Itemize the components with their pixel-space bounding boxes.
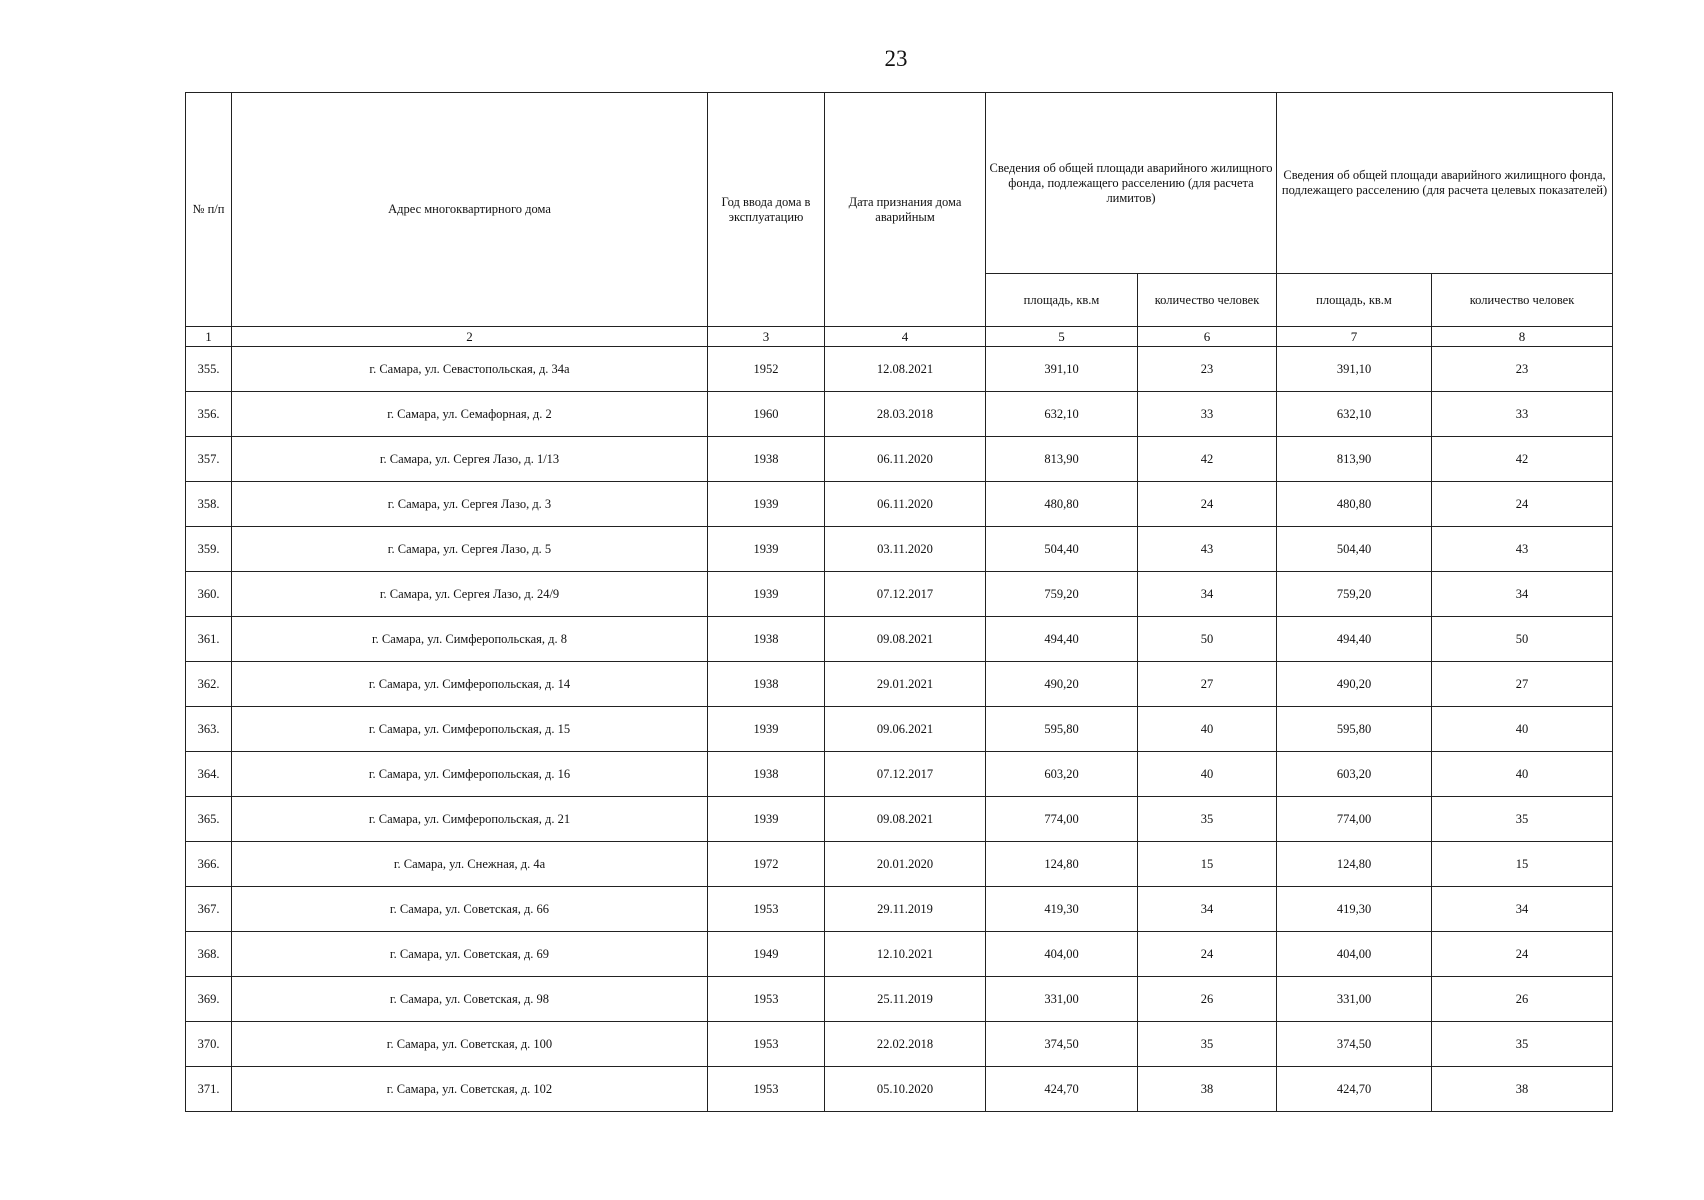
row-area-limits: 774,00 xyxy=(986,797,1138,842)
header-row xyxy=(186,93,1613,274)
row-people-limits: 15 xyxy=(1138,842,1277,887)
row-people-targets: 24 xyxy=(1432,482,1613,527)
row-year: 1953 xyxy=(708,887,825,932)
row-people-limits: 40 xyxy=(1138,752,1277,797)
row-number: 368. xyxy=(186,932,232,977)
row-date: 09.08.2021 xyxy=(825,617,986,662)
row-date: 25.11.2019 xyxy=(825,977,986,1022)
column-number: 8 xyxy=(1432,327,1613,347)
row-year: 1953 xyxy=(708,1022,825,1067)
row-area-limits: 480,80 xyxy=(986,482,1138,527)
row-year: 1953 xyxy=(708,1067,825,1112)
row-people-limits: 35 xyxy=(1138,797,1277,842)
row-year: 1953 xyxy=(708,977,825,1022)
row-area-limits: 124,80 xyxy=(986,842,1138,887)
subheader-people-targets: количество человек xyxy=(1432,274,1613,327)
row-area-targets: 494,40 xyxy=(1277,617,1432,662)
row-area-targets: 813,90 xyxy=(1277,437,1432,482)
row-number: 362. xyxy=(186,662,232,707)
row-area-targets: 759,20 xyxy=(1277,572,1432,617)
row-address: г. Самара, ул. Советская, д. 102 xyxy=(232,1067,708,1112)
row-area-limits: 813,90 xyxy=(986,437,1138,482)
row-area-targets: 124,80 xyxy=(1277,842,1432,887)
row-people-targets: 34 xyxy=(1432,572,1613,617)
row-area-limits: 424,70 xyxy=(986,1067,1138,1112)
column-number: 3 xyxy=(708,327,825,347)
table-row xyxy=(186,617,1613,662)
table-row xyxy=(186,527,1613,572)
row-number: 355. xyxy=(186,347,232,392)
row-area-limits: 595,80 xyxy=(986,707,1138,752)
row-people-limits: 27 xyxy=(1138,662,1277,707)
row-area-limits: 494,40 xyxy=(986,617,1138,662)
row-address: г. Самара, ул. Сергея Лазо, д. 1/13 xyxy=(232,437,708,482)
row-people-targets: 24 xyxy=(1432,932,1613,977)
row-people-limits: 24 xyxy=(1138,932,1277,977)
subheader-area-targets: площадь, кв.м xyxy=(1277,274,1432,327)
row-people-limits: 34 xyxy=(1138,572,1277,617)
row-date: 20.01.2020 xyxy=(825,842,986,887)
table-row xyxy=(186,752,1613,797)
row-address: г. Самара, ул. Сергея Лазо, д. 24/9 xyxy=(232,572,708,617)
column-number: 7 xyxy=(1277,327,1432,347)
row-people-targets: 42 xyxy=(1432,437,1613,482)
row-date: 06.11.2020 xyxy=(825,437,986,482)
header-date: Дата признания дома аварийным xyxy=(825,93,986,327)
row-address: г. Самара, ул. Сергея Лазо, д. 5 xyxy=(232,527,708,572)
row-people-targets: 40 xyxy=(1432,707,1613,752)
row-area-limits: 632,10 xyxy=(986,392,1138,437)
row-date: 29.01.2021 xyxy=(825,662,986,707)
table-row xyxy=(186,932,1613,977)
row-area-limits: 391,10 xyxy=(986,347,1138,392)
subheader-area-limits: площадь, кв.м xyxy=(986,274,1138,327)
housing-register-table xyxy=(185,92,1613,1112)
row-number: 365. xyxy=(186,797,232,842)
row-area-limits: 603,20 xyxy=(986,752,1138,797)
row-address: г. Самара, ул. Симферопольская, д. 16 xyxy=(232,752,708,797)
row-area-limits: 374,50 xyxy=(986,1022,1138,1067)
row-date: 09.08.2021 xyxy=(825,797,986,842)
header-group-targets: Сведения об общей площади аварийного жилищного фонда, подлежащего расселению (для расчета целевых показателей) xyxy=(1277,93,1613,274)
row-people-targets: 40 xyxy=(1432,752,1613,797)
column-number: 4 xyxy=(825,327,986,347)
row-date: 03.11.2020 xyxy=(825,527,986,572)
row-number: 364. xyxy=(186,752,232,797)
row-number: 361. xyxy=(186,617,232,662)
row-area-limits: 331,00 xyxy=(986,977,1138,1022)
column-number: 5 xyxy=(986,327,1138,347)
row-year: 1938 xyxy=(708,662,825,707)
row-year: 1938 xyxy=(708,752,825,797)
row-address: г. Самара, ул. Сергея Лазо, д. 3 xyxy=(232,482,708,527)
row-people-limits: 40 xyxy=(1138,707,1277,752)
row-people-limits: 24 xyxy=(1138,482,1277,527)
row-people-limits: 50 xyxy=(1138,617,1277,662)
row-number: 360. xyxy=(186,572,232,617)
row-area-targets: 419,30 xyxy=(1277,887,1432,932)
row-area-targets: 480,80 xyxy=(1277,482,1432,527)
table-row xyxy=(186,392,1613,437)
row-year: 1939 xyxy=(708,707,825,752)
row-year: 1960 xyxy=(708,392,825,437)
row-address: г. Самара, ул. Советская, д. 66 xyxy=(232,887,708,932)
column-number: 2 xyxy=(232,327,708,347)
row-area-targets: 774,00 xyxy=(1277,797,1432,842)
row-address: г. Самара, ул. Советская, д. 100 xyxy=(232,1022,708,1067)
table-row xyxy=(186,662,1613,707)
row-number: 371. xyxy=(186,1067,232,1112)
row-number: 359. xyxy=(186,527,232,572)
table-row xyxy=(186,1022,1613,1067)
row-area-targets: 404,00 xyxy=(1277,932,1432,977)
row-people-targets: 35 xyxy=(1432,797,1613,842)
row-number: 367. xyxy=(186,887,232,932)
row-date: 22.02.2018 xyxy=(825,1022,986,1067)
column-number: 6 xyxy=(1138,327,1277,347)
row-area-targets: 490,20 xyxy=(1277,662,1432,707)
row-people-targets: 15 xyxy=(1432,842,1613,887)
row-area-limits: 404,00 xyxy=(986,932,1138,977)
row-date: 12.08.2021 xyxy=(825,347,986,392)
row-date: 06.11.2020 xyxy=(825,482,986,527)
row-number: 370. xyxy=(186,1022,232,1067)
row-people-limits: 35 xyxy=(1138,1022,1277,1067)
row-people-targets: 33 xyxy=(1432,392,1613,437)
header-group-limits: Сведения об общей площади аварийного жилищного фонда, подлежащего расселению (для расчета лимитов) xyxy=(986,93,1277,274)
table-body xyxy=(186,347,1613,1112)
row-year: 1939 xyxy=(708,572,825,617)
row-people-limits: 33 xyxy=(1138,392,1277,437)
row-area-targets: 595,80 xyxy=(1277,707,1432,752)
row-area-targets: 391,10 xyxy=(1277,347,1432,392)
row-year: 1939 xyxy=(708,482,825,527)
row-people-limits: 42 xyxy=(1138,437,1277,482)
row-year: 1939 xyxy=(708,797,825,842)
row-number: 366. xyxy=(186,842,232,887)
row-address: г. Самара, ул. Симферопольская, д. 15 xyxy=(232,707,708,752)
row-area-limits: 490,20 xyxy=(986,662,1138,707)
row-number: 369. xyxy=(186,977,232,1022)
table-row xyxy=(186,887,1613,932)
row-people-targets: 35 xyxy=(1432,1022,1613,1067)
row-area-limits: 419,30 xyxy=(986,887,1138,932)
row-number: 358. xyxy=(186,482,232,527)
row-year: 1949 xyxy=(708,932,825,977)
row-address: г. Самара, ул. Семафорная, д. 2 xyxy=(232,392,708,437)
row-area-limits: 504,40 xyxy=(986,527,1138,572)
table-row xyxy=(186,482,1613,527)
table-row xyxy=(186,842,1613,887)
row-people-limits: 38 xyxy=(1138,1067,1277,1112)
row-address: г. Самара, ул. Симферопольская, д. 14 xyxy=(232,662,708,707)
row-year: 1938 xyxy=(708,617,825,662)
row-address: г. Самара, ул. Симферопольская, д. 8 xyxy=(232,617,708,662)
row-year: 1938 xyxy=(708,437,825,482)
row-area-targets: 632,10 xyxy=(1277,392,1432,437)
row-date: 05.10.2020 xyxy=(825,1067,986,1112)
row-year: 1939 xyxy=(708,527,825,572)
row-people-limits: 34 xyxy=(1138,887,1277,932)
header-number: № п/п xyxy=(186,93,232,327)
row-number: 363. xyxy=(186,707,232,752)
row-date: 29.11.2019 xyxy=(825,887,986,932)
row-people-targets: 27 xyxy=(1432,662,1613,707)
row-people-targets: 43 xyxy=(1432,527,1613,572)
table-row xyxy=(186,797,1613,842)
row-year: 1952 xyxy=(708,347,825,392)
row-date: 12.10.2021 xyxy=(825,932,986,977)
row-people-targets: 34 xyxy=(1432,887,1613,932)
column-number: 1 xyxy=(186,327,232,347)
row-people-limits: 43 xyxy=(1138,527,1277,572)
header-address: Адрес многоквартирного дома xyxy=(232,93,708,327)
row-number: 357. xyxy=(186,437,232,482)
column-number-row xyxy=(186,327,1613,347)
row-address: г. Самара, ул. Советская, д. 69 xyxy=(232,932,708,977)
table-row xyxy=(186,347,1613,392)
row-people-targets: 38 xyxy=(1432,1067,1613,1112)
row-area-targets: 603,20 xyxy=(1277,752,1432,797)
row-people-targets: 50 xyxy=(1432,617,1613,662)
table-row xyxy=(186,707,1613,752)
row-people-limits: 23 xyxy=(1138,347,1277,392)
page-number: 23 xyxy=(884,46,908,71)
row-people-targets: 26 xyxy=(1432,977,1613,1022)
table-row xyxy=(186,572,1613,617)
row-area-limits: 759,20 xyxy=(986,572,1138,617)
row-year: 1972 xyxy=(708,842,825,887)
row-area-targets: 374,50 xyxy=(1277,1022,1432,1067)
table-row xyxy=(186,1067,1613,1112)
table-row xyxy=(186,977,1613,1022)
row-date: 07.12.2017 xyxy=(825,752,986,797)
row-number: 356. xyxy=(186,392,232,437)
header-year: Год ввода дома в эксплуатацию xyxy=(708,93,825,327)
row-area-targets: 424,70 xyxy=(1277,1067,1432,1112)
row-address: г. Самара, ул. Снежная, д. 4а xyxy=(232,842,708,887)
row-address: г. Самара, ул. Севастопольская, д. 34а xyxy=(232,347,708,392)
table-row xyxy=(186,437,1613,482)
row-area-targets: 504,40 xyxy=(1277,527,1432,572)
row-people-limits: 26 xyxy=(1138,977,1277,1022)
row-date: 28.03.2018 xyxy=(825,392,986,437)
subheader-people-limits: количество человек xyxy=(1138,274,1277,327)
row-people-targets: 23 xyxy=(1432,347,1613,392)
row-address: г. Самара, ул. Симферопольская, д. 21 xyxy=(232,797,708,842)
row-address: г. Самара, ул. Советская, д. 98 xyxy=(232,977,708,1022)
row-area-targets: 331,00 xyxy=(1277,977,1432,1022)
row-date: 09.06.2021 xyxy=(825,707,986,752)
row-date: 07.12.2017 xyxy=(825,572,986,617)
